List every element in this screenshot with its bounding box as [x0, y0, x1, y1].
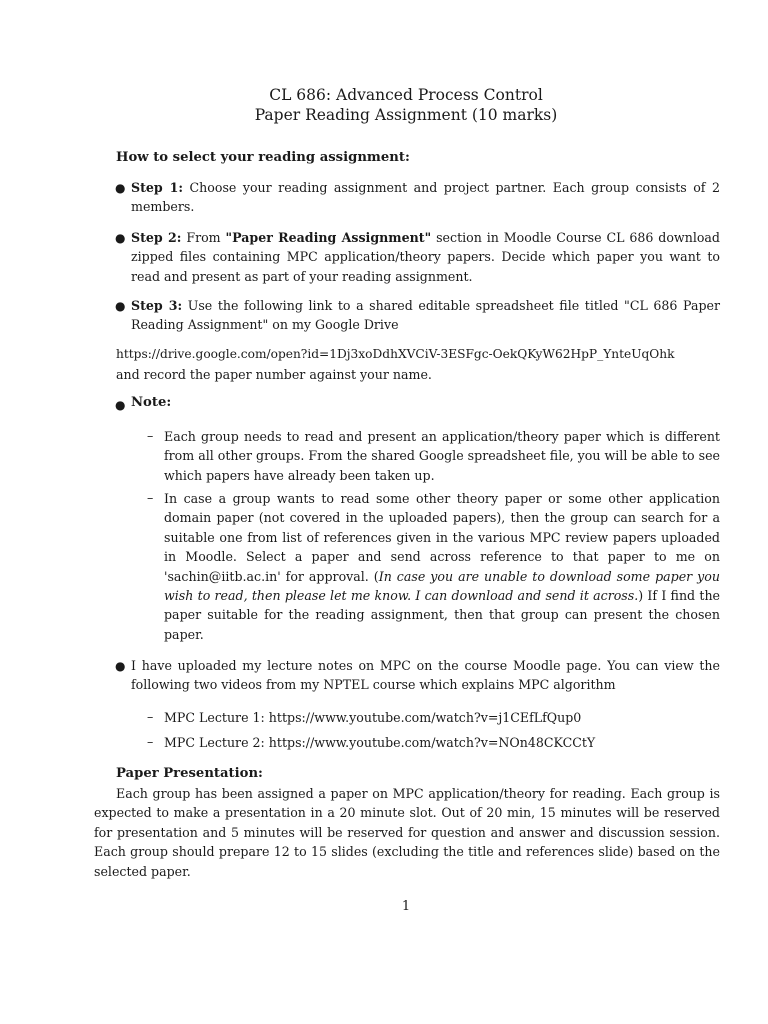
lecture-2-link[interactable]: https://www.youtube.com/watch?v=NOn48CKCCtY [268, 735, 596, 750]
document-subtitle: Paper Reading Assignment (10 marks) [254, 106, 558, 124]
note-2-italic: In case you are unable to download some paper you wish to read, then please let me know. I can download and send it across. [164, 568, 720, 604]
step-3-text: Use the following link to a shared editable spreadsheet file titled "CL 686 Paper Reading Assignment" on my Google Drive [131, 298, 720, 333]
presentation-paragraph: Each group has been assigned a paper on MPC application/theory for reading. Each group is expected to make a presentation in a 20 minute slot. Out of 20 min, 15 minutes will be reserved for presentation and 5 minutes will be reserved for question and answer and discussion session. Each group should prepare 12 to 15 slides (excluding the title and references slide) based on the selected paper. [94, 786, 720, 879]
step-1-text: Choose your reading assignment and project partner. Each group consists of 2 members. [131, 180, 720, 215]
note-2-text-a: In case a group wants to read some other theory paper or some other application domain paper (not covered in the uploaded papers), then the group can search for a suitable one from list of references given in the various MPC review papers uploaded in Moodle. Select a paper and send across reference to that paper to me on 'sachin@iitb.ac.in' for approval. ( [164, 491, 720, 584]
section-heading-selection: How to select your reading assignment: [116, 150, 410, 165]
note-item-1: Each group needs to read and present an application/theory paper which is different from all other groups. From the shared Google spreadsheet file, you will be able to see which papers have already been taken up. [164, 429, 720, 483]
page-number: 1 [401, 899, 411, 914]
dash-icon: – [147, 490, 154, 505]
bullet-icon: ● [115, 398, 126, 412]
step-2-text-b: section in Moodle Course CL 686 download zipped files containing MPC application/theory papers. Decide which paper you want to read and present as part of your reading assignment. [131, 230, 720, 284]
step-2-label: Step 2: [131, 230, 182, 245]
dash-icon: – [147, 709, 154, 724]
step-2-item [131, 228, 720, 286]
note-label: Note: [131, 395, 172, 410]
step-1-item [131, 178, 720, 217]
step-3-item [131, 296, 720, 335]
step-2-text-a: From [186, 230, 221, 245]
dash-icon: – [147, 428, 154, 443]
step-2-section-name: "Paper Reading Assignment" [225, 230, 432, 245]
lecture-2-label: MPC Lecture 2: [164, 735, 265, 750]
lecture-1-label: MPC Lecture 1: [164, 710, 265, 725]
bullet-icon: ● [115, 299, 126, 313]
note-2-text-b: ) If I find the paper suitable for the reading assignment, then that group can present the chosen paper. [164, 588, 721, 642]
dash-icon: – [147, 734, 154, 749]
section-heading-presentation: Paper Presentation: [116, 766, 263, 781]
document-title: CL 686: Advanced Process Control [269, 86, 543, 104]
link-instruction: and record the paper number against your name. [116, 367, 432, 382]
bullet-icon: ● [115, 181, 126, 195]
step-1-label: Step 1: [131, 180, 184, 195]
lecture-1-item [164, 708, 581, 727]
note-item-2 [164, 489, 720, 644]
lecture-notes-item: I have uploaded my lecture notes on MPC on the course Moodle page. You can view the following two videos from my NPTEL course which explains MPC algorithm [131, 658, 720, 693]
lecture-2-item [164, 733, 595, 752]
step-3-label: Step 3: [131, 298, 183, 313]
bullet-icon: ● [115, 659, 126, 673]
spreadsheet-link[interactable]: https://drive.google.com/open?id=1Dj3xoDdhXVCiV-3ESFgc-OekQKyW62HpP_YnteUqOhk [116, 347, 675, 361]
bullet-icon: ● [115, 231, 126, 245]
lecture-1-link[interactable]: https://www.youtube.com/watch?v=j1CEfLfQup0 [268, 710, 582, 725]
